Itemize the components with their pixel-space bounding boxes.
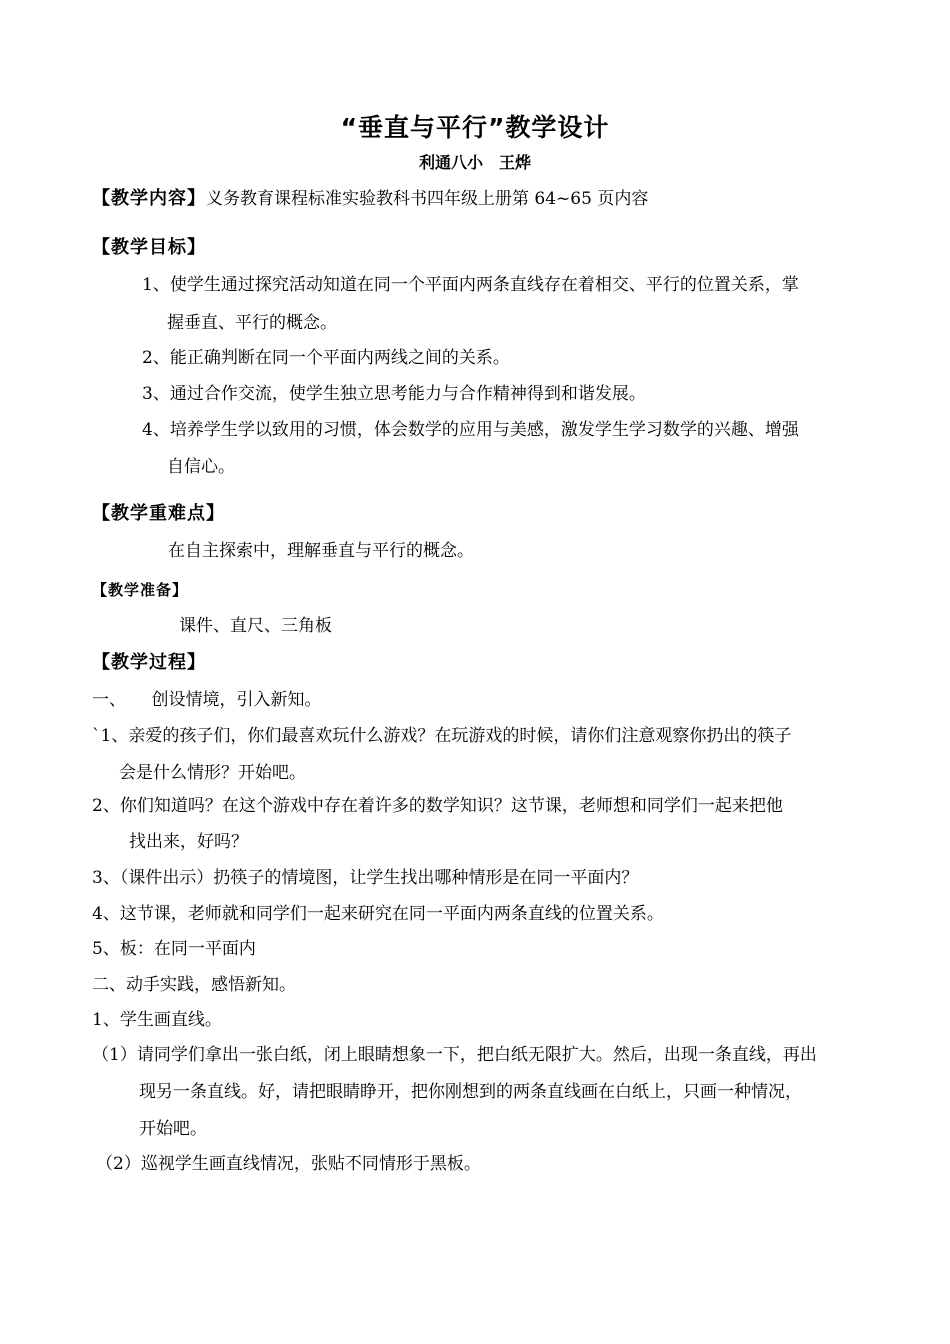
objective-item: 握垂直、平行的概念。 xyxy=(167,313,337,333)
key-points-heading: 【教学重难点】 xyxy=(92,503,225,524)
objective-item: 自信心。 xyxy=(167,457,235,477)
process-line: 现另一条直线。好，请把眼睛睁开，把你刚想到的两条直线画在白纸上，只画一种情况， xyxy=(139,1082,802,1102)
process-line: 4、这节课，老师就和同学们一起来研究在同一平面内两条直线的位置关系。 xyxy=(92,904,664,924)
process-line: 二、动手实践，感悟新知。 xyxy=(92,975,296,995)
document-title: “垂直与平行”教学设计 xyxy=(340,113,610,142)
process-line: 找出来，好吗？ xyxy=(129,832,248,852)
objective-item: 1、使学生通过探究活动知道在同一个平面内两条直线存在着相交、平行的位置关系，掌 xyxy=(142,275,799,295)
process-heading: 【教学过程】 xyxy=(92,652,206,673)
objective-item: 2、能正确判断在同一个平面内两线之间的关系。 xyxy=(142,348,510,368)
process-line: 开始吧。 xyxy=(139,1119,207,1139)
process-line: （2）巡视学生画直线情况，张贴不同情形于黑板。 xyxy=(96,1154,481,1174)
preparation-text: 课件、直尺、三角板 xyxy=(179,616,332,636)
process-line: 5、板：在同一平面内 xyxy=(92,939,256,959)
process-line: 一、 创设情境，引入新知。 xyxy=(92,690,322,710)
content-heading: 【教学内容】 xyxy=(92,188,206,209)
process-line: 会是什么情形？开始吧。 xyxy=(119,763,306,783)
objective-item: 4、培养学生学以致用的习惯，体会数学的应用与美感，激发学生学习数学的兴趣、增强 xyxy=(142,420,799,440)
content-section xyxy=(92,187,648,211)
process-line: 2、你们知道吗？在这个游戏中存在着许多的数学知识？这节课，老师想和同学们一起来把他 xyxy=(92,796,783,816)
author-line: 利通八小 王烨 xyxy=(418,153,531,172)
process-line: 3、（课件出示）扔筷子的情境图，让学生找出哪种情形是在同一平面内？ xyxy=(92,868,639,888)
key-points-text: 在自主探索中，理解垂直与平行的概念。 xyxy=(168,541,474,561)
objectives-heading: 【教学目标】 xyxy=(92,237,206,258)
preparation-heading: 【教学准备】 xyxy=(92,581,189,599)
content-text: 义务教育课程标准实验教科书四年级上册第 64~65 页内容 xyxy=(206,189,649,209)
process-line: 1、学生画直线。 xyxy=(92,1010,222,1030)
process-line: `1、亲爱的孩子们，你们最喜欢玩什么游戏？在玩游戏的时候，请你们注意观察你扔出的筷子 xyxy=(92,726,792,746)
objective-item: 3、通过合作交流，使学生独立思考能力与合作精神得到和谐发展。 xyxy=(142,384,646,404)
process-line: （1）请同学们拿出一张白纸，闭上眼睛想象一下，把白纸无限扩大。然后，出现一条直线，再出 xyxy=(92,1045,817,1065)
